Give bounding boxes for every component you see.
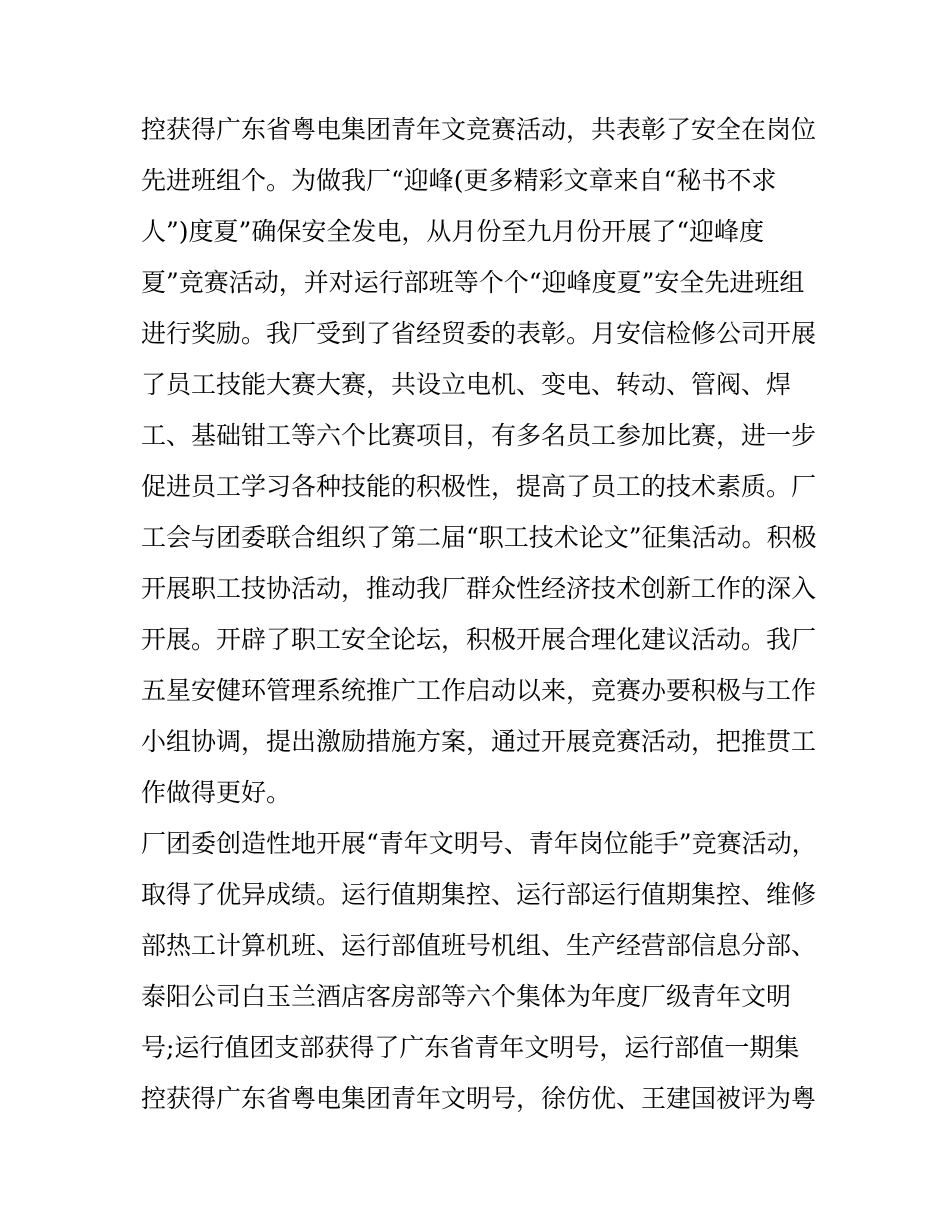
- text-line-16: 取得了优异成绩。运行值期集控、运行部运行值期集控、维修: [141, 880, 817, 909]
- text-line-1: 控获得广东省粤电集团青年文竞赛活动，共表彰了安全在岗位: [141, 115, 817, 144]
- text-line-7: 工、基础钳工等六个比赛项目，有多名员工参加比赛，进一步: [141, 421, 817, 450]
- text-line-6: 了员工技能大赛大赛，共设立电机、变电、转动、管阀、焊: [141, 370, 792, 399]
- text-line-10: 开展职工技协活动，推动我厂群众性经济技术创新工作的深入: [141, 574, 817, 603]
- text-line-8: 促进员工学习各种技能的积极性，提高了员工的技术素质。厂: [141, 472, 817, 501]
- text-line-19: 号;运行值团支部获得了广东省青年文明号，运行部值一期集: [141, 1033, 800, 1062]
- text-line-3: 人”)度夏”确保安全发电，从月份至九月份开展了“迎峰度: [141, 217, 765, 246]
- text-line-5: 进行奖励。我厂受到了省经贸委的表彰。月安信检修公司开展: [141, 319, 817, 348]
- body-text: [141, 104, 821, 1124]
- text-line-2: 先进班组个。为做我厂“迎峰(更多精彩文章来自“秘书不求: [141, 166, 777, 195]
- text-line-17: 部热工计算机班、运行部值班号机组、生产经营部信息分部、: [141, 931, 817, 960]
- text-line-9: 工会与团委联合组织了第二届“职工技术论文”征集活动。积极: [141, 523, 817, 552]
- text-line-4: 夏”竞赛活动，并对运行部班等个个“迎峰度夏”安全先进班组: [141, 268, 805, 297]
- text-line-14: 作做得更好。: [141, 778, 292, 807]
- text-line-11: 开展。开辟了职工安全论坛，积极开展合理化建议活动。我厂: [141, 625, 817, 654]
- text-line-13: 小组协调，提出激励措施方案，通过开展竞赛活动，把推贯工: [141, 727, 817, 756]
- text-line-12: 五星安健环管理系统推广工作启动以来，竞赛办要积极与工作: [141, 676, 817, 705]
- text-line-20: 控获得广东省粤电集团青年文明号，徐仿优、王建国被评为粤: [141, 1084, 817, 1113]
- text-line-18: 泰阳公司白玉兰酒店客房部等六个集体为年度厂级青年文明: [141, 982, 792, 1011]
- text-line-15: 厂团委创造性地开展“青年文明号、青年岗位能手”竞赛活动，: [141, 829, 817, 858]
